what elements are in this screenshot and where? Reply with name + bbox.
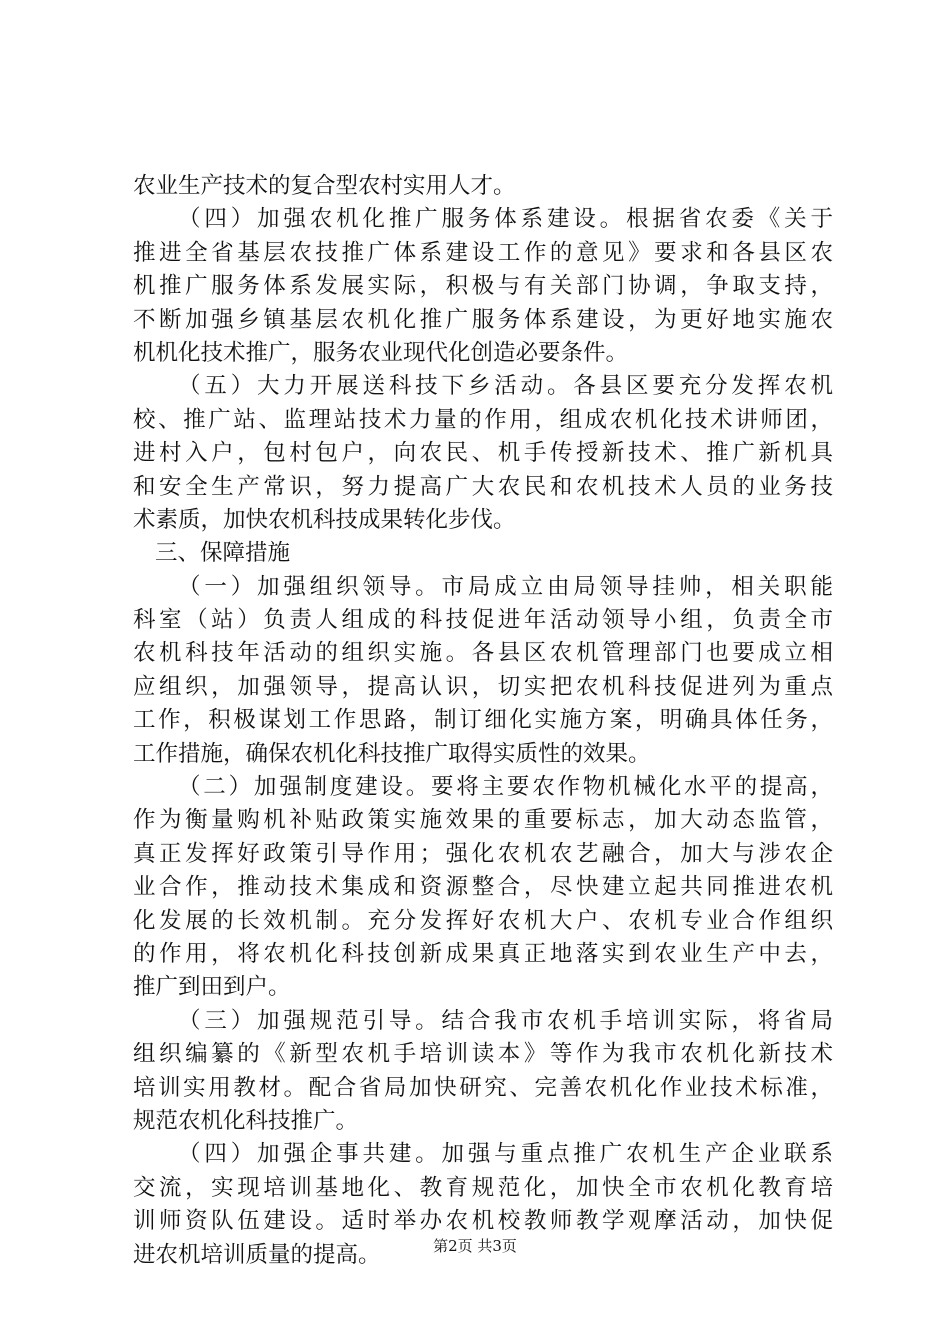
text-line: 工作措施，确保农机化科技推广取得实质性的效果。 (133, 740, 651, 767)
text-line: 科室（站）负责人组成的科技促进年活动领导小组，负责全市 (133, 607, 833, 634)
page-number-footer: 第2页 共3页 (433, 1237, 517, 1255)
text-line: 推广到田到户。 (133, 974, 291, 1001)
text-line: （五）大力开展送科技下乡活动。各县区要充分发挥农机 (178, 373, 833, 400)
text-line: 真正发挥好政策引导作用；强化农机农艺融合，加大与涉农企 (133, 840, 833, 867)
text-line: 机推广服务体系发展实际，积极与有关部门协调，争取支持， (133, 273, 833, 300)
text-line: （三）加强规范引导。结合我市农机手培训实际，将省局 (178, 1007, 833, 1034)
text-line: 术素质，加快农机科技成果转化步伐。 (133, 506, 516, 533)
text-line: 农业生产技术的复合型农村实用人才。 (133, 173, 516, 199)
text-line: 应组织，加强领导，提高认识，切实把农机科技促进列为重点 (133, 673, 833, 700)
text-line: 化发展的长效机制。充分发挥好农机大户、农机专业合作组织 (133, 907, 833, 934)
text-line: 不断加强乡镇基层农机化推广服务体系建设，为更好地实施农 (133, 306, 833, 333)
text-line: （二）加强制度建设。要将主要农作物机械化水平的提高， (178, 774, 833, 801)
text-line: 校、推广站、监理站技术力量的作用，组成农机化技术讲师团， (133, 406, 833, 433)
text-line: 训师资队伍建设。适时举办农机校教师教学观摩活动，加快促 (133, 1208, 833, 1235)
text-line: 培训实用教材。配合省局加快研究、完善农机化作业技术标准， (133, 1074, 833, 1101)
text-line: 推进全省基层农技推广体系建设工作的意见》要求和各县区农 (133, 239, 833, 266)
text-line: （一）加强组织领导。市局成立由局领导挂帅，相关职能 (178, 573, 833, 600)
text-line: 规范农机化科技推广。 (133, 1107, 359, 1134)
section-heading: 三、保障措施 (155, 540, 291, 567)
document-body (133, 170, 833, 1272)
text-line: 组织编纂的《新型农机手培训读本》等作为我市农机化新技术 (133, 1041, 833, 1068)
text-line: 机机化技术推广，服务农业现代化创造必要条件。 (133, 339, 629, 366)
text-line: （四）加强农机化推广服务体系建设。根据省农委《关于 (178, 206, 833, 233)
text-line: 业合作，推动技术集成和资源整合，尽快建立起共同推进农机 (133, 874, 833, 901)
text-line: 进村入户，包村包户，向农民、机手传授新技术、推广新机具 (133, 440, 833, 467)
text-line: 和安全生产常识，努力提高广大农民和农机技术人员的业务技 (133, 473, 833, 500)
text-line: （四）加强企事共建。加强与重点推广农机生产企业联系 (178, 1141, 833, 1168)
text-line: 进农机培训质量的提高。 (133, 1241, 381, 1268)
text-line: 交流，实现培训基地化、教育规范化，加快全市农机化教育培 (133, 1174, 833, 1201)
text-line: 的作用，将农机化科技创新成果真正地落实到农业生产中去， (133, 940, 833, 967)
text-line: 作为衡量购机补贴政策实施效果的重要标志，加大动态监管， (133, 807, 833, 834)
text-line: 工作，积极谋划工作思路，制订细化实施方案，明确具体任务， (133, 707, 833, 734)
text-line: 农机科技年活动的组织实施。各县区农机管理部门也要成立相 (133, 640, 833, 667)
